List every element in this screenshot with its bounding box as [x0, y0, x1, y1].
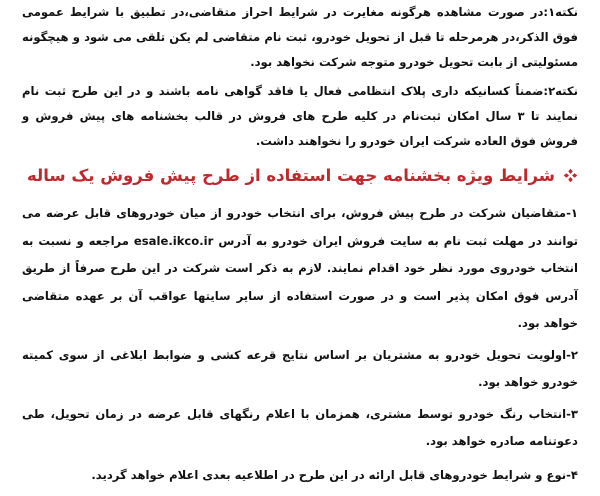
four-diamond-icon [563, 168, 578, 183]
section-heading-text: شرایط ویژه بخشنامه جهت استفاده از طرح پیش فروش یک ساله [27, 165, 555, 185]
condition-item-3: ۳-انتخاب رنگ خودرو توسط مشتری، همزمان با اعلام رنگهای قابل عرضه در زمان تحویل، طی دعوتنامه صادره خواهد بود. [22, 406, 578, 448]
note-1-paragraph: نکته۱:در صورت مشاهده هرگونه مغایرت در شرایط احراز متقاضی،در تطبیق با شرایط عمومی فوق الذکر،در هرمرحله تا قبل از تحویل خودرو، ثبت نام متقاضی لم یکن تلقی می شود و هیچگونه مسئولیتی از بابت تحویل خودرو متوجه شرکت نخواهد بود. [22, 5, 578, 69]
note-2-paragraph: نکته۲:ضمناً کسانیکه داری پلاک انتظامی فعال یا فاقد گواهی نامه باشند و در این طرح ثبت نام نمایند تا ۳ سال امکان ثبت‌نام در کلیه طرح های فروش در قالب بخشنامه های پیش فروش و فروش فوق العاده شرکت ایران خودرو را نخواهند داشت. [22, 84, 578, 148]
condition-item-1: ۱-متقاضیان شرکت در طرح پیش فروش، برای انتخاب خودرو از میان خودروهای قابل عرضه می توانند در مهلت ثبت نام به سایت فروش ایران خودرو به آدرس esale.ikco.ir مراجعه و نسبت به انتخاب خودروی مورد نظر خود اقدام نمایند. لازم به ذکر است شرکت در این طرح صرفاً از طریق آدرس فوق امکان پذیر است و در صورت استفاده از سایر سایتها عواقب آن بر عهده متقاضی خواهد بود. [22, 206, 578, 330]
section-heading [22, 162, 578, 188]
condition-item-2: ۲-اولویت تحویل خودرو به مشتریان بر اساس نتایج قرعه کشی و ضوابط ابلاغی از سوی کمیته خودرو خواهد بود. [22, 347, 578, 389]
condition-item-4: ۴-نوع و شرایط خودروهای قابل ارائه در این طرح در اطلاعیه بعدی اعلام خواهد گردید. [91, 467, 578, 482]
